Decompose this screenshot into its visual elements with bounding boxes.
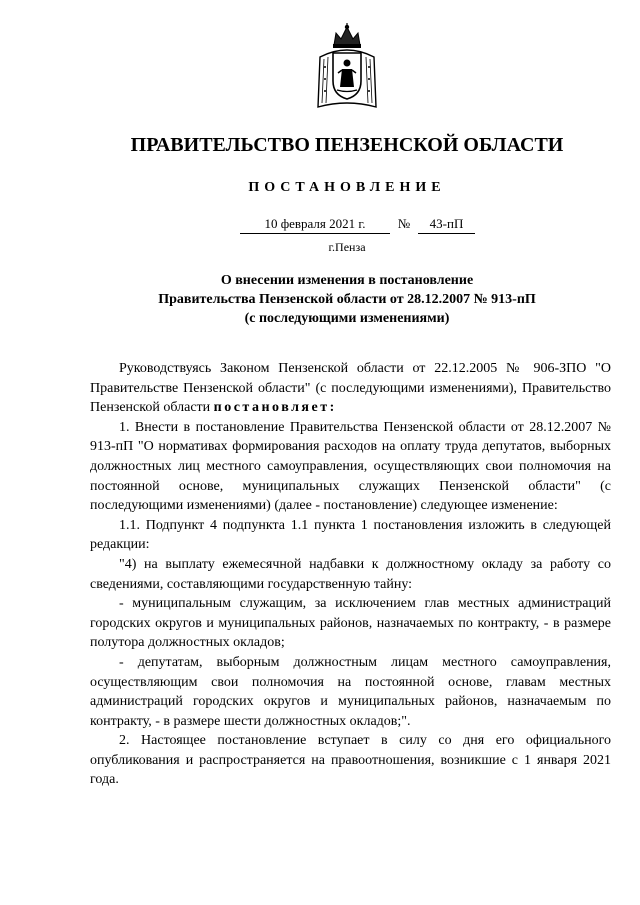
title-line: О внесении изменения в постановление xyxy=(220,273,474,288)
paragraph-bullet-1: - муниципальным служащим, за исключением глав местных администраций городских округов и муниципальных районов, назначаемых по контракту, - в размере полутора должностных окладов; xyxy=(90,596,611,651)
document-date: 10 февраля 2021 г. xyxy=(240,216,390,234)
resolves-keyword: постановляет: xyxy=(213,400,337,416)
city: г.Пенза xyxy=(328,240,366,254)
organization-title: ПРАВИТЕЛЬСТВО ПЕНЗЕНСКОЙ ОБЛАСТИ xyxy=(130,134,564,156)
document-type: ПОСТАНОВЛЕНИЕ xyxy=(248,180,446,195)
document-body xyxy=(90,359,611,790)
penza-coat-of-arms-icon xyxy=(316,23,378,111)
preamble-text: Руководствуясь Законом Пензенской области от 22.12.2005 № 906-ЗПО "О Правительстве Пензенской области" (с последующими изменениями), Правительство Пензенской области xyxy=(90,361,611,416)
document-number: 43-пП xyxy=(418,216,475,234)
number-sign: № xyxy=(397,216,411,231)
paragraph-bullet-2: - депутатам, выборным должностным лицам местного самоуправления, осуществляющим свои полномочия на постоянной основе, главам местных администраций городских округов и муниципальных районов, назначаемым по контракту, - в размере шести должностных окладов;". xyxy=(90,654,611,729)
paragraph-item-2: 2. Настоящее постановление вступает в силу со дня его официального опубликования и распространяется на правоотношения, возникшие с 1 января 2021 года. xyxy=(90,733,611,788)
paragraph-item-1-1: 1.1. Подпункт 4 подпункта 1.1 пункта 1 постановления изложить в следующей редакции: xyxy=(90,517,611,553)
paragraph-quote-start: "4) на выплату ежемесячной надбавки к должностному окладу за работу со сведениями, составляющими государственную тайну: xyxy=(90,556,611,592)
title-line: Правительства Пензенской области от 28.12.2007 № 913-пП xyxy=(158,292,536,307)
document-title xyxy=(0,271,640,328)
date-number-line xyxy=(240,216,480,236)
paragraph-preamble xyxy=(90,359,611,418)
paragraph-item-1: 1. Внести в постановление Правительства Пензенской области от 28.12.2007 № 913-пП "О нормативах формирования расходов на оплату труда депутатов, выборных должностных лиц местного самоуправления, осуществляющих свои полномочия на постоянной основе, муниципальных служащих Пензенской области" (с последующими изменениями) (далее - постановление) следующее изменение: xyxy=(90,419,611,514)
title-line: (с последующими изменениями) xyxy=(244,311,450,326)
